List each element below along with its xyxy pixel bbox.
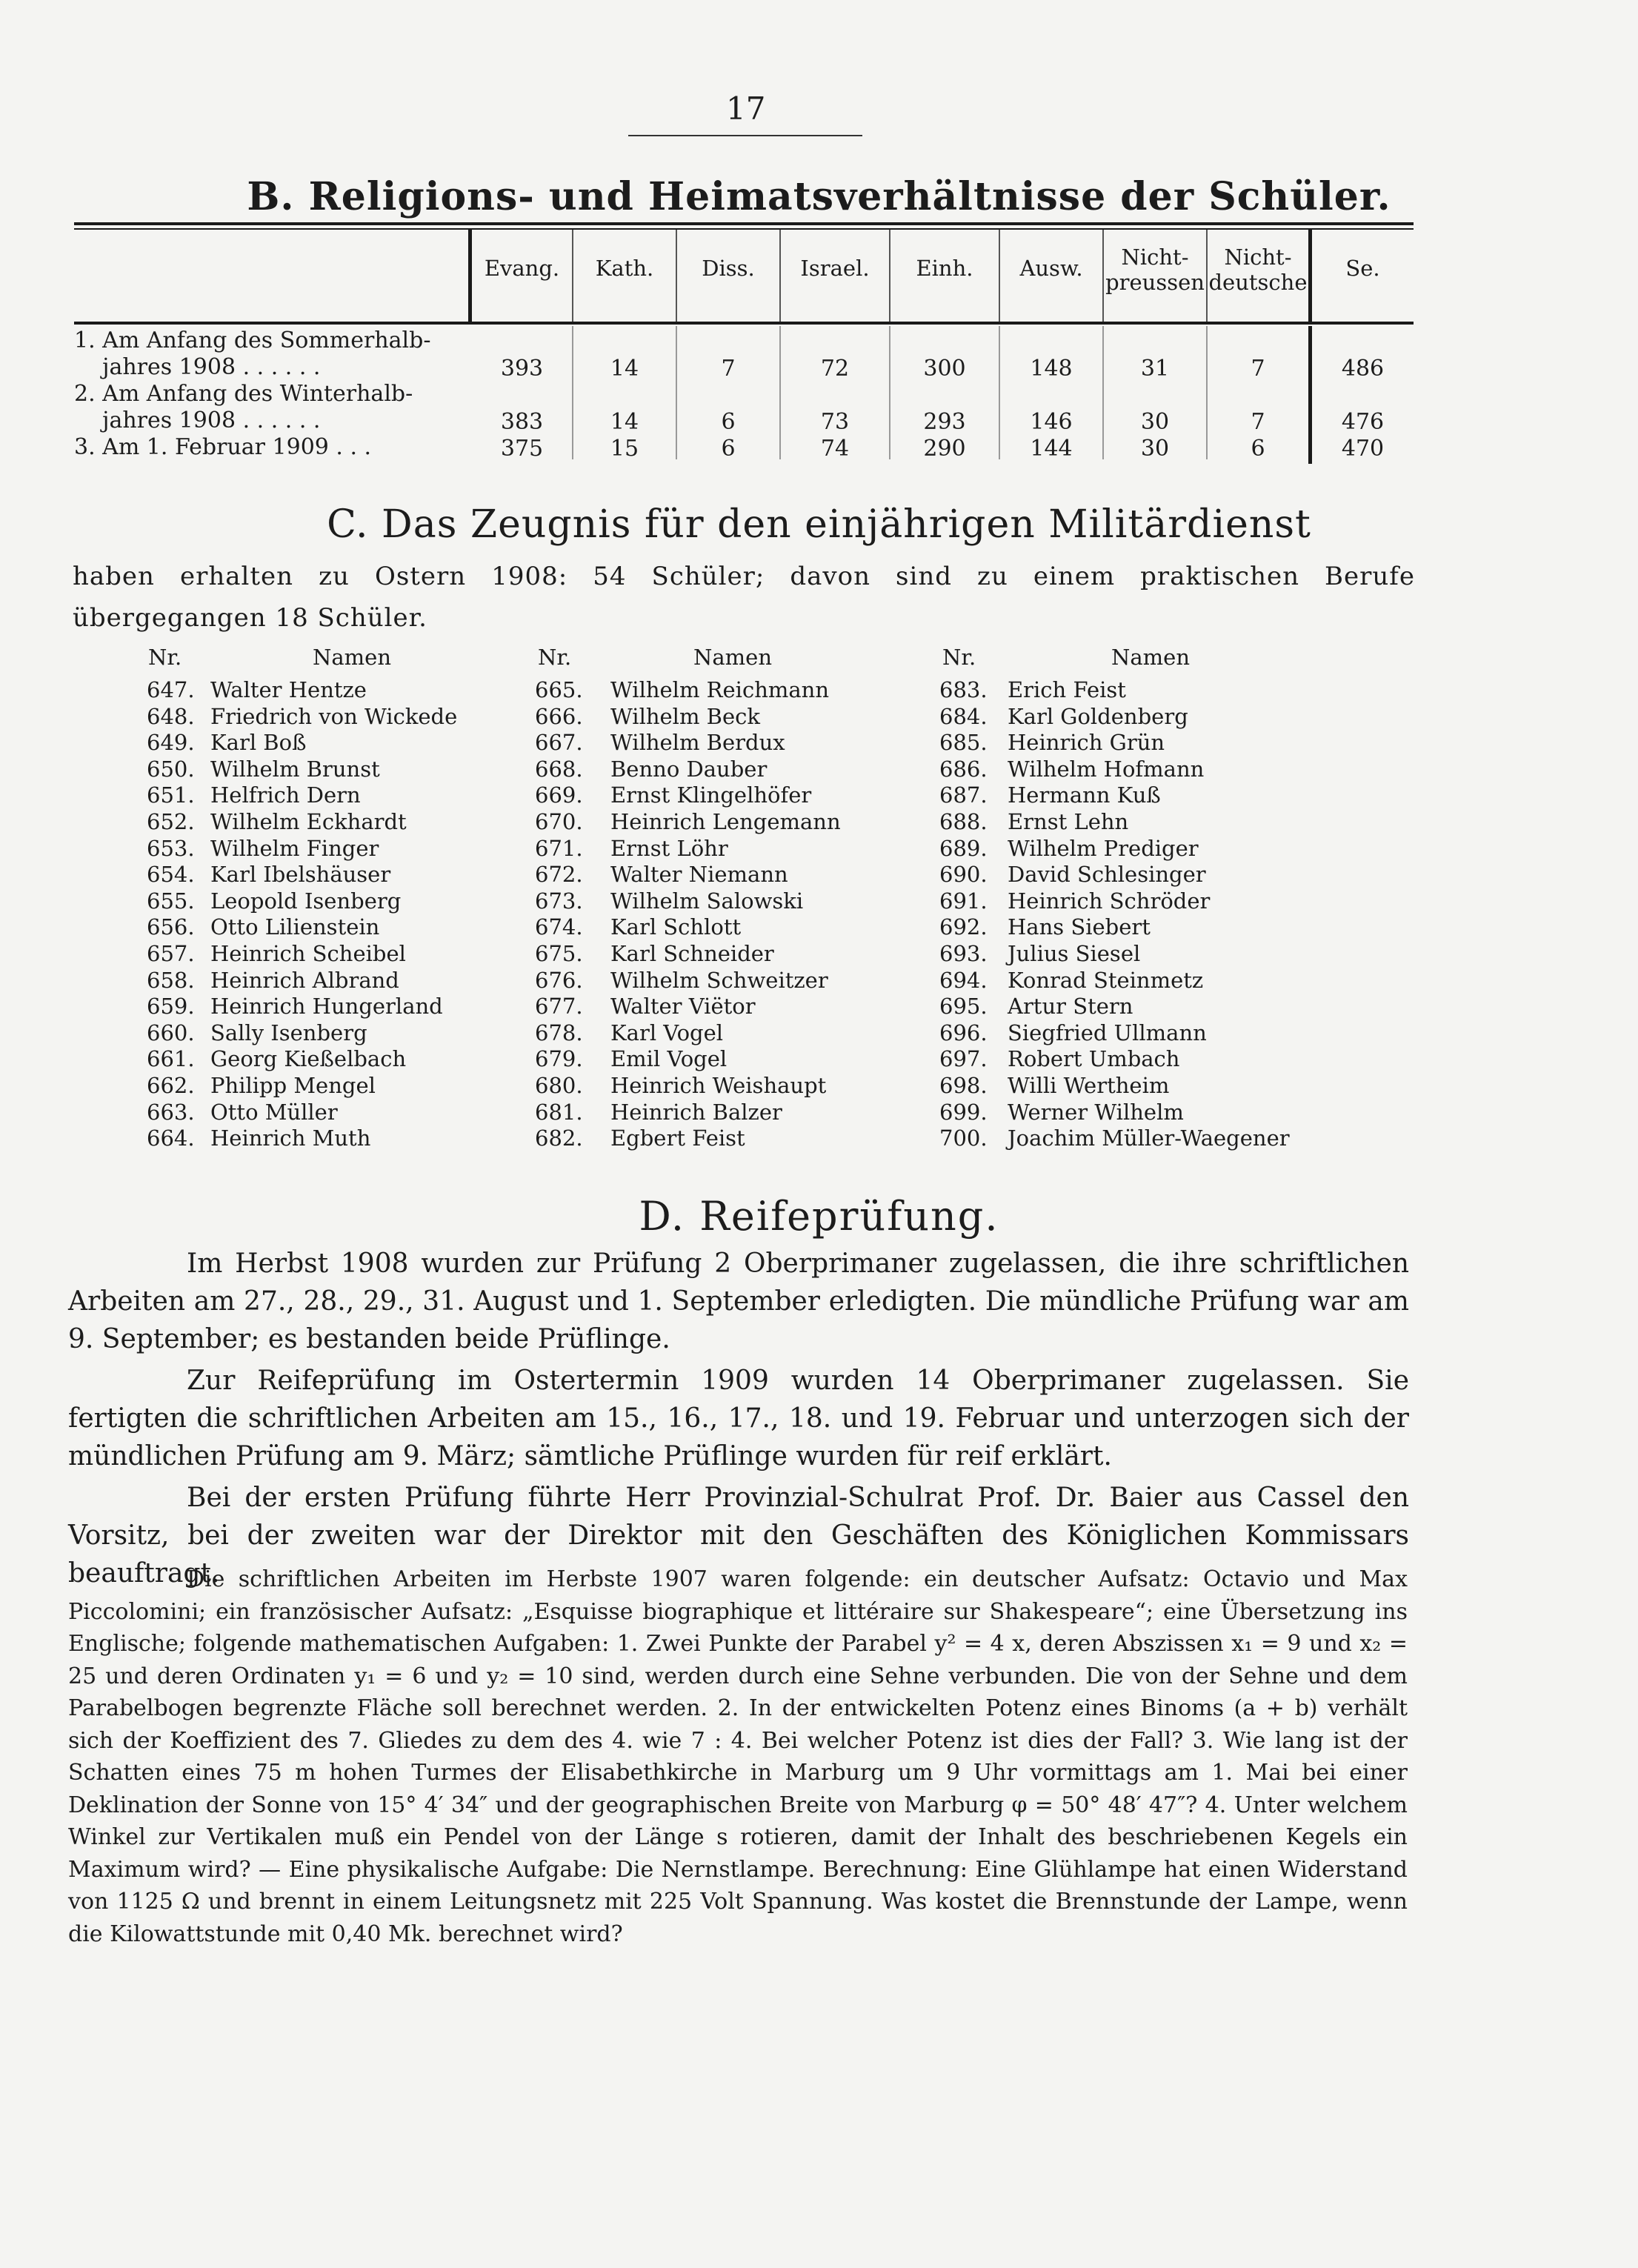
entry-number: 694. (939, 967, 988, 993)
entry-name: Wilhelm Salowski (610, 888, 804, 914)
entry-name: Friedrich von Wickede (210, 703, 458, 729)
table-cell: 375 (500, 436, 544, 462)
paragraph-text: Im Herbst 1908 wurden zur Prüfung 2 Oberprimaner zugelassen, die ihre schriftlichen Arbeiten am 27., 28., 29., 31. August und 1. September erledigten. Die mündliche Prüfung war am 9. September; es bestanden beide Prüflinge. (68, 1248, 1409, 1354)
entry-name: Helfrich Dern (210, 782, 361, 808)
entry-name: Siegfried Ullmann (1008, 1020, 1207, 1045)
list-item (147, 704, 457, 731)
table-cell: 300 (923, 356, 966, 382)
list-item (535, 1046, 841, 1073)
section-d-title: D. Reifeprüfung. (639, 1193, 999, 1240)
entry-number: 691. (939, 888, 988, 914)
entry-name: Heinrich Balzer (610, 1099, 782, 1125)
list-item (535, 836, 841, 862)
entry-number: 690. (939, 862, 988, 888)
header-diss: Diss. (702, 256, 755, 281)
list-item (535, 888, 841, 915)
table-cell: 14 (610, 356, 639, 382)
entry-name: Philipp Mengel (210, 1072, 376, 1098)
list-item (939, 1100, 1290, 1126)
table-cell: 14 (610, 409, 639, 435)
row-label-1: 1. Am Anfang des Sommerhalb- jahres 1908 . . . . . . (74, 327, 431, 380)
entry-name: Karl Goldenberg (1008, 703, 1188, 729)
entry-number: 649. (147, 730, 195, 756)
entry-number: 653. (147, 835, 195, 861)
header-summe: Se. (1345, 256, 1380, 281)
entry-number: 692. (939, 914, 988, 940)
header-einh: Einh. (916, 256, 973, 281)
entry-name: Wilhelm Hofmann (1008, 756, 1205, 782)
entry-number: 667. (535, 730, 583, 756)
names-column-3 (939, 677, 1290, 1152)
entry-name: Artur Stern (1008, 994, 1133, 1020)
entry-number: 693. (939, 940, 988, 966)
entry-name: Wilhelm Reichmann (610, 677, 830, 702)
list-item (147, 1073, 457, 1100)
list-item (535, 914, 841, 941)
section-c-title: C. Das Zeugnis für den einjährigen Militärdienst (327, 502, 1311, 547)
entry-name: Sally Isenberg (210, 1020, 367, 1045)
table-cell: 74 (820, 436, 850, 462)
list-item (939, 994, 1290, 1020)
entry-number: 698. (939, 1072, 988, 1098)
list-item (535, 994, 841, 1020)
entry-number: 683. (939, 677, 988, 702)
paragraph-text: Zur Reifeprüfung im Ostertermin 1909 wurden 14 Oberprimaner zugelassen. Sie fertigten die schriftlichen Arbeiten am 15., 16., 17., 18. und 19. Februar und unterzogen sich der mündlichen Prüfung am 9. März; sämtliche Prüflinge wurden für reif erklärt. (68, 1366, 1409, 1471)
list-item (535, 756, 841, 783)
list-item (535, 704, 841, 731)
column-header-nr: Nr. (538, 645, 572, 670)
entry-name: David Schlesinger (1008, 862, 1206, 888)
table-cell: 6 (721, 409, 736, 435)
entry-name: Heinrich Albrand (210, 967, 399, 993)
table-cell: 72 (820, 356, 850, 382)
entry-number: 656. (147, 914, 195, 940)
list-item (147, 914, 457, 941)
list-item (939, 730, 1290, 756)
entry-number: 658. (147, 967, 195, 993)
table-top-rule-2 (74, 228, 1414, 230)
entry-name: Otto Müller (210, 1099, 338, 1125)
list-item (939, 1020, 1290, 1047)
table-cell: 15 (610, 436, 639, 462)
list-item (535, 1100, 841, 1126)
entry-name: Benno Dauber (610, 756, 768, 782)
table-cell: 7 (1251, 409, 1265, 435)
entry-number: 687. (939, 782, 988, 808)
list-item (535, 941, 841, 968)
list-item (939, 914, 1290, 941)
names-column-1 (147, 677, 457, 1152)
table-cell: 383 (500, 409, 544, 435)
entry-name: Heinrich Schröder (1008, 888, 1211, 914)
header-ausw: Ausw. (1019, 256, 1083, 281)
list-item (147, 809, 457, 836)
list-item (939, 1046, 1290, 1073)
entry-number: 665. (535, 677, 583, 702)
list-item (147, 836, 457, 862)
table-cell: 144 (1030, 436, 1073, 462)
entry-name: Wilhelm Beck (610, 703, 760, 729)
entry-name: Heinrich Lengemann (610, 808, 841, 834)
header-kath: Kath. (595, 256, 654, 281)
list-item (939, 862, 1290, 888)
entry-number: 697. (939, 1046, 988, 1072)
table-cell: 30 (1140, 409, 1170, 435)
entry-number: 659. (147, 994, 195, 1020)
entry-name: Wilhelm Eckhardt (210, 808, 407, 834)
entry-number: 699. (939, 1099, 988, 1125)
entry-number: 675. (535, 940, 583, 966)
table-cell: 6 (1251, 436, 1265, 462)
table-cell: 393 (500, 356, 544, 382)
list-item (939, 704, 1290, 731)
entry-name: Heinrich Muth (210, 1125, 371, 1151)
list-item (147, 782, 457, 809)
entry-number: 696. (939, 1020, 988, 1045)
entry-number: 664. (147, 1125, 195, 1151)
entry-number: 650. (147, 756, 195, 782)
list-item (535, 1125, 841, 1152)
entry-name: Wilhelm Schweitzer (610, 967, 828, 993)
entry-number: 695. (939, 994, 988, 1020)
entry-name: Werner Wilhelm (1008, 1099, 1184, 1125)
entry-name: Wilhelm Prediger (1008, 835, 1199, 861)
entry-name: Wilhelm Berdux (610, 730, 785, 756)
entry-name: Wilhelm Brunst (210, 756, 380, 782)
list-item (535, 809, 841, 836)
table-top-rule (74, 222, 1414, 225)
entry-name: Walter Niemann (610, 862, 788, 888)
list-item (147, 1125, 457, 1152)
list-item (939, 836, 1290, 862)
list-item (535, 862, 841, 888)
entry-name: Karl Ibelshäuser (210, 862, 391, 888)
table-cell: 148 (1030, 356, 1073, 382)
list-item (939, 941, 1290, 968)
table-cell: 31 (1140, 356, 1170, 382)
entry-number: 688. (939, 808, 988, 834)
entry-number: 657. (147, 940, 195, 966)
list-item (147, 677, 457, 704)
entry-number: 676. (535, 967, 583, 993)
list-item (535, 1073, 841, 1100)
column-header-namen: Namen (313, 645, 392, 670)
entry-name: Karl Schneider (610, 940, 774, 966)
entry-number: 678. (535, 1020, 583, 1045)
table-cell: 146 (1030, 409, 1073, 435)
entry-name: Heinrich Grün (1008, 730, 1165, 756)
entry-name: Walter Hentze (210, 677, 367, 702)
entry-number: 686. (939, 756, 988, 782)
table-cell: 293 (923, 409, 966, 435)
page-number: 17 (726, 90, 766, 127)
list-item (939, 888, 1290, 915)
list-item (939, 1073, 1290, 1100)
entry-number: 679. (535, 1046, 583, 1072)
entry-number: 672. (535, 862, 583, 888)
entry-name: Leopold Isenberg (210, 888, 402, 914)
list-item (147, 756, 457, 783)
entry-number: 684. (939, 703, 988, 729)
list-item (939, 782, 1290, 809)
entry-name: Georg Kießelbach (210, 1046, 407, 1072)
table-cell: 7 (721, 356, 736, 382)
entry-name: Ernst Lehn (1008, 808, 1129, 834)
table-header-rule (74, 322, 1414, 325)
table-cell: 73 (820, 409, 850, 435)
entry-number: 652. (147, 808, 195, 834)
list-item (535, 677, 841, 704)
entry-name: Heinrich Hungerland (210, 994, 443, 1020)
list-item (535, 782, 841, 809)
entry-number: 674. (535, 914, 583, 940)
header-nichtpreussen: Nicht- preussen (1105, 245, 1205, 295)
list-item (147, 888, 457, 915)
entry-number: 661. (147, 1046, 195, 1072)
entry-name: Hermann Kuß (1008, 782, 1161, 808)
entry-number: 660. (147, 1020, 195, 1045)
names-column-2 (535, 677, 841, 1152)
list-item (147, 941, 457, 968)
entry-name: Willi Wertheim (1008, 1072, 1170, 1098)
entry-number: 671. (535, 835, 583, 861)
list-item (147, 1046, 457, 1073)
entry-name: Walter Viëtor (610, 994, 756, 1020)
list-item (147, 730, 457, 756)
column-header-namen: Namen (693, 645, 773, 670)
list-item (147, 1100, 457, 1126)
entry-number: 680. (535, 1072, 583, 1098)
list-item (147, 968, 457, 994)
entry-number: 673. (535, 888, 583, 914)
entry-name: Konrad Steinmetz (1008, 967, 1204, 993)
entry-name: Ernst Löhr (610, 835, 728, 861)
statistics-table (74, 222, 1414, 467)
list-item (939, 1125, 1290, 1152)
entry-name: Otto Lilienstein (210, 914, 380, 940)
entry-number: 655. (147, 888, 195, 914)
entry-number: 685. (939, 730, 988, 756)
row-label-3: 3. Am 1. Februar 1909 . . . (74, 434, 372, 460)
entry-name: Julius Siesel (1008, 940, 1141, 966)
entry-name: Karl Boß (210, 730, 307, 756)
list-item (535, 730, 841, 756)
list-item (147, 994, 457, 1020)
entry-name: Heinrich Scheibel (210, 940, 406, 966)
entry-name: Heinrich Weishaupt (610, 1072, 827, 1098)
page-number-rule (628, 135, 862, 136)
header-evang: Evang. (484, 256, 560, 281)
entry-number: 681. (535, 1099, 583, 1125)
paragraph-text: Bei der ersten Prüfung führte Herr Provinzial-Schulrat Prof. Dr. Baier aus Cassel den Vorsitz, bei der zweiten war der Direktor mit den Geschäften des Königlichen Kommissars beauftragt. (68, 1483, 1409, 1589)
entry-number: 670. (535, 808, 583, 834)
entry-number: 654. (147, 862, 195, 888)
entry-name: Robert Umbach (1008, 1046, 1180, 1072)
table-cell: 6 (721, 436, 736, 462)
entry-name: Emil Vogel (610, 1046, 728, 1072)
entry-name: Karl Vogel (610, 1020, 724, 1045)
column-header-namen: Namen (1111, 645, 1191, 670)
table-cell: 7 (1251, 356, 1265, 382)
header-israel: Israel. (800, 256, 870, 281)
table-cell: 290 (923, 436, 966, 462)
entry-number: 669. (535, 782, 583, 808)
list-item (147, 1020, 457, 1047)
list-item (147, 862, 457, 888)
table-cell: 476 (1341, 409, 1385, 435)
header-nichtdeutsche: Nicht- deutsche (1208, 245, 1308, 295)
list-item (939, 756, 1290, 783)
section-c-intro: haben erhalten zu Ostern 1908: 54 Schüler; davon sind zu einem praktischen Berufe übergegangen 18 Schüler. (73, 562, 1415, 633)
paragraph-ostertermin (68, 1362, 1409, 1475)
section-b-title: B. Religions- und Heimatsverhältnisse der Schüler. (247, 174, 1391, 219)
table-cell: 30 (1140, 436, 1170, 462)
list-item (535, 1020, 841, 1047)
entry-name: Ernst Klingelhöfer (610, 782, 812, 808)
entry-number: 662. (147, 1072, 195, 1098)
entry-number: 689. (939, 835, 988, 861)
entry-name: Erich Feist (1008, 677, 1126, 702)
table-cell: 486 (1341, 356, 1385, 382)
entry-name: Egbert Feist (610, 1125, 745, 1151)
entry-number: 668. (535, 756, 583, 782)
column-header-nr: Nr. (942, 645, 976, 670)
entry-number: 648. (147, 703, 195, 729)
table-cell: 470 (1341, 436, 1385, 462)
entry-name: Joachim Müller-Waegener (1008, 1125, 1290, 1151)
entry-number: 666. (535, 703, 583, 729)
entry-number: 700. (939, 1125, 988, 1151)
entry-number: 647. (147, 677, 195, 702)
entry-number: 682. (535, 1125, 583, 1151)
entry-name: Karl Schlott (610, 914, 742, 940)
paragraph-herbst (68, 1245, 1409, 1358)
paragraph-text: Die schriftlichen Arbeiten im Herbste 1907 waren folgende: ein deutscher Aufsatz: Octavio und Max Piccolomini; ein französischer Aufsatz: „Esquisse biographique et littéraire sur Shakespeare“; eine Übersetzung ins Englische; folgende mathematischen Aufgaben: 1. Zwei Punkte der Parabel y² = 4 x, deren Abszissen x₁ = 9 und x₂ = 25 und deren Ordinaten y₁ = 6 und y₂ = 10 sind, werden durch eine Sehne verbunden. Die von der Sehne und dem Parabelbogen begrenzte Fläche soll berechnet werden. 2. In der entwickelten Potenz eines Binoms (a + b) verhält sich der Koeffizient des 7. Gliedes zu dem des 4. wie 7 : 4. Bei welcher Potenz ist dies der Fall? 3. Wie lang ist der Schatten eines 75 m hohen Turmes der Elisabethkirche in Marburg um 9 Uhr vormittags am 1. Mai bei einer Deklination der Sonne von 15° 4′ 34″ und der geographischen Breite von Marburg φ = 50° 48′ 47″? 4. Unter welchem Winkel zur Vertikalen muß ein Pendel von der Länge s rotieren, damit der Inhalt des beschriebenen Kegels ein Maximum wird? — Eine physikalische Aufgabe: Die Nernstlampe. Berechnung: Eine Glühlampe hat einen Widerstand von 1125 Ω und brennt in einem Leitungsnetz mit 225 Volt Spannung. Was kostet die Brennstunde der Lampe, wenn die Kilowattstunde mit 0,40 Mk. berechnet wird? (68, 1566, 1408, 1947)
entry-name: Hans Siebert (1008, 914, 1151, 940)
entry-name: Wilhelm Finger (210, 835, 379, 861)
list-item (939, 809, 1290, 836)
entry-number: 677. (535, 994, 583, 1020)
row-label-2: 2. Am Anfang des Winterhalb- jahres 1908 . . . . . . (74, 381, 413, 433)
column-header-nr: Nr. (148, 645, 182, 670)
list-item (939, 968, 1290, 994)
entry-number: 651. (147, 782, 195, 808)
entry-number: 663. (147, 1099, 195, 1125)
list-item (939, 677, 1290, 704)
paragraph-aufgaben (68, 1563, 1408, 1950)
list-item (535, 968, 841, 994)
